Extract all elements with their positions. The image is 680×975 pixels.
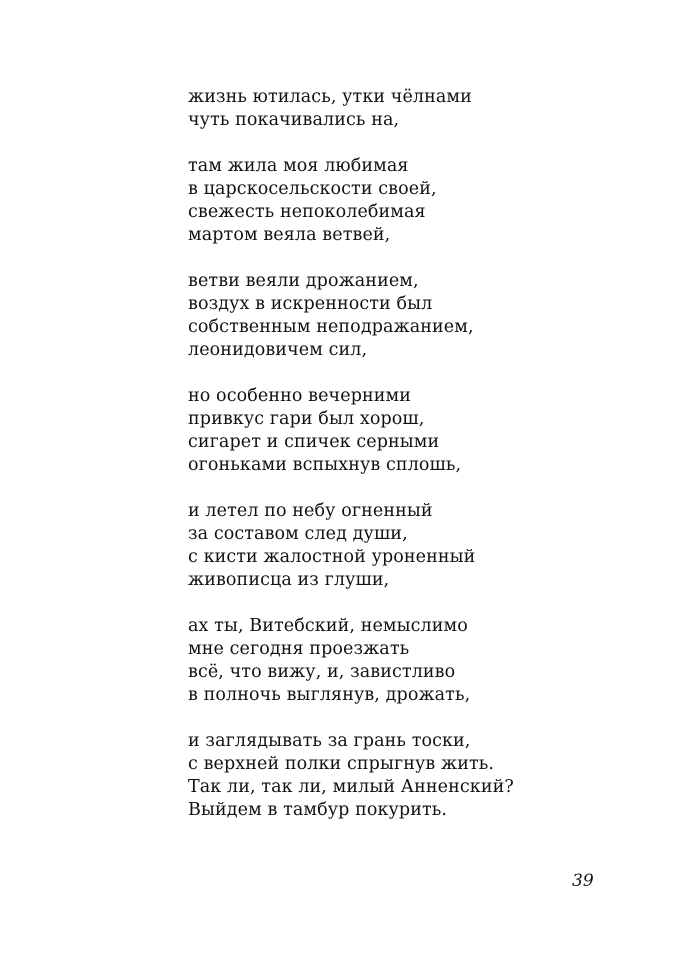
poem-line: в полночь выглянув, дрожать, <box>188 685 471 705</box>
poem-line: мартом веяла ветвей, <box>188 225 391 245</box>
poem-line: с верхней полки спрыгнув жить. <box>188 754 495 774</box>
poem-line: привкус гари был хорош, <box>188 409 425 429</box>
poem-line: воздух в искренности был <box>188 294 433 314</box>
stanza <box>188 500 628 592</box>
poem-line: ветви веяли дрожанием, <box>188 271 419 291</box>
stanza <box>188 270 628 362</box>
poem-line: мне сегодня проезжать <box>188 639 410 659</box>
poem-line: собственным неподражанием, <box>188 317 474 337</box>
poem-line: леонидовичем сил, <box>188 340 368 360</box>
poem-line: чуть покачивались на, <box>188 110 400 130</box>
poem-line: но особенно вечерними <box>188 386 411 406</box>
poem-line: за составом след души, <box>188 524 408 544</box>
poem-line: и летел по небу огненный <box>188 501 433 521</box>
stanza <box>188 86 628 132</box>
poem-line: жизнь ютилась, утки чёлнами <box>188 87 472 107</box>
stanza <box>188 730 628 822</box>
stanza <box>188 615 628 707</box>
poem-line: сигарет и спичек серными <box>188 432 440 452</box>
poem-line: свежесть непоколебимая <box>188 202 426 222</box>
poem-line: там жила моя любимая <box>188 156 409 176</box>
stanza <box>188 155 628 247</box>
poem-line: Так ли, так ли, милый Анненский? <box>188 777 514 797</box>
poem-line: Выйдем в тамбур покурить. <box>188 800 448 820</box>
stanza <box>188 385 628 477</box>
poem-line: ах ты, Витебский, немыслимо <box>188 616 468 636</box>
poem-line: и заглядывать за грань тоски, <box>188 731 471 751</box>
poem-line: с кисти жалостной уроненный <box>188 547 476 567</box>
poem-line: живописца из глуши, <box>188 570 390 590</box>
poem-line: в царскосельскости своей, <box>188 179 437 199</box>
poem-line: огоньками вспыхнув сплошь, <box>188 455 462 475</box>
page-number: 39 <box>572 871 594 891</box>
poem-line: всё, что вижу, и, завистливо <box>188 662 456 682</box>
poem-text <box>188 86 628 845</box>
